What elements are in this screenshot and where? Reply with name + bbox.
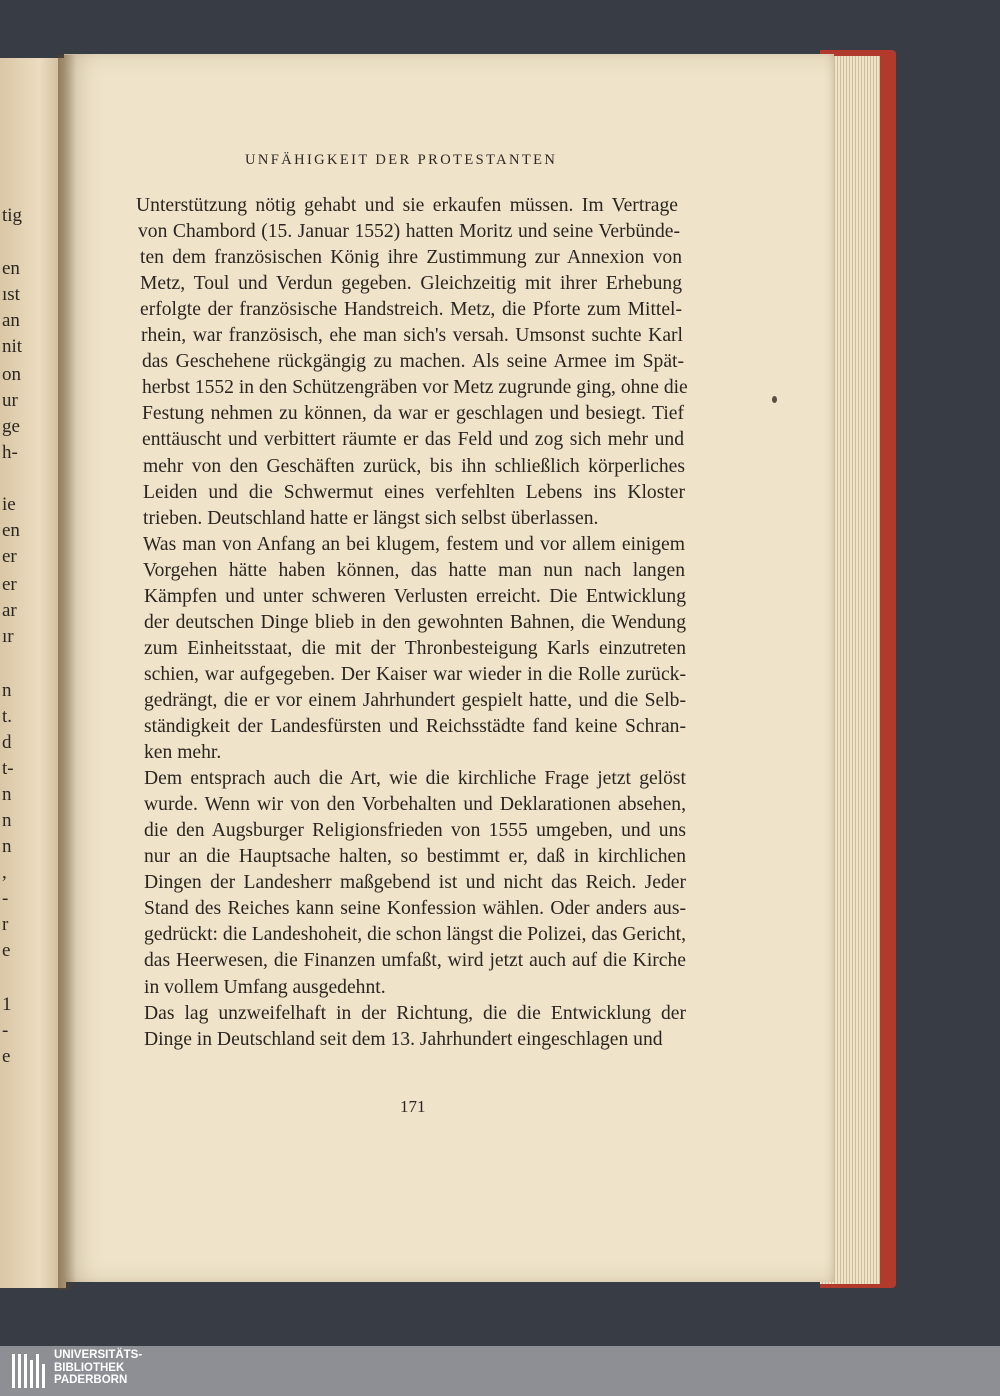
left-page-fragment: e — [2, 1046, 11, 1067]
text-line: herbst 1552 in den Schützengräben vor Metz zugrunde ging, ohne die — [142, 377, 688, 399]
left-page-fragment: t. — [2, 706, 13, 727]
left-page-fragment: n — [2, 836, 12, 857]
text-line: Dingen der Landesherr maßgebend ist und nicht das Reich. Jeder — [144, 872, 686, 894]
text-line: Festung nehmen zu können, da war er geschlagen und besiegt. Tief — [142, 403, 684, 425]
running-head: UNFÄHIGKEIT DER PROTESTANTEN — [245, 152, 558, 168]
left-page-fragment: t- — [2, 758, 14, 779]
text-line: gedrängt, die er vor einem Jahrhundert gespielt hatte, und die Selb- — [144, 689, 686, 711]
left-page-fragment: ie — [2, 494, 16, 515]
left-page-fragment: h- — [2, 442, 18, 463]
left-page-fragment: - — [2, 1020, 9, 1041]
left-page-fragment: e — [2, 940, 11, 961]
text-line: der deutschen Dinge blieb in den gewohnten Bahnen, die Wendung — [144, 611, 686, 633]
text-line: das Heerwesen, die Finanzen umfaßt, wird jetzt auch auf die Kirche — [144, 950, 686, 972]
text-line: das Geschehene rückgängig zu machen. Als seine Armee im Spät- — [142, 351, 684, 373]
text-line: erfolgte der französische Handstreich. Metz, die Pforte zum Mittel- — [140, 299, 682, 321]
logo-line-1: UNIVERSITÄTS- — [54, 1349, 143, 1361]
text-line: nur an die Hauptsache halten, so bestimmt er, daß in kirchlichen — [144, 846, 686, 868]
left-page-fragment: an — [2, 310, 20, 331]
text-line: Unterstützung nötig gehabt und sie erkaufen müssen. Im Vertrage — [136, 195, 678, 216]
text-line: gedrückt: die Landeshoheit, die schon längst die Polizei, das Gericht, — [144, 924, 686, 946]
library-logo-text — [54, 1349, 142, 1387]
text-line: ken mehr. — [144, 742, 222, 764]
left-page-fragment: ıst — [2, 284, 20, 305]
text-line: Kämpfen und unter schweren Verlusten erreicht. Die Entwicklung — [144, 585, 686, 607]
logo-line-2: BIBLIOTHEK — [54, 1361, 125, 1374]
left-page-fragment: , — [2, 862, 7, 883]
text-line: Stand des Reiches kann seine Konfession wählen. Oder anders aus- — [144, 898, 686, 920]
left-page-fragment: en — [2, 258, 20, 279]
paper-speck — [772, 396, 777, 403]
page-number: 171 — [400, 1097, 426, 1116]
left-page-fragment: n — [2, 680, 12, 701]
text-line: die den Augsburger Religionsfrieden von 1555 umgeben, und uns — [144, 820, 686, 842]
left-page-fragment: nit — [2, 336, 23, 357]
text-line: von Chambord (15. Januar 1552) hatten Moritz und seine Verbünde- — [138, 221, 680, 243]
left-page-fragment: ır — [2, 626, 14, 647]
footer-bar — [0, 1346, 1000, 1396]
library-logo-icon — [10, 1350, 50, 1392]
text-line: Das lag unzweifelhaft in der Richtung, die die Entwicklung der — [144, 1002, 686, 1024]
text-line: Leiden und die Schwermut eines verfehlten Lebens ins Kloster — [143, 481, 685, 503]
left-page-fragment: en — [2, 520, 20, 541]
text-line: wurde. Wenn wir von den Vorbehalten und Deklarationen absehen, — [144, 794, 686, 816]
left-page-fragment: tig — [2, 205, 23, 226]
text-line: mehr von den Geschäften zurück, bis ihn schließlich körperliches — [143, 455, 685, 477]
left-page-fragment: - — [2, 888, 9, 909]
left-page-fragment: 1 — [2, 994, 12, 1015]
left-page-fragment: er — [2, 546, 17, 567]
text-line: rhein, war französisch, ehe man sich's versah. Umsonst suchte Karl — [141, 325, 683, 347]
left-page-fragment: on — [2, 364, 21, 385]
text-line: in vollem Umfang ausgedehnt. — [144, 976, 386, 998]
book-gutter — [58, 55, 76, 1290]
logo-line-3: PADERBORN — [54, 1374, 128, 1386]
left-page-fragment: d — [2, 732, 12, 753]
left-page-fragment: ar — [2, 600, 17, 621]
text-line: trieben. Deutschland hatte er längst sich selbst überlassen. — [143, 507, 599, 529]
left-page-fragment: n — [2, 784, 12, 805]
left-page-fragment: ur — [2, 390, 18, 411]
text-line: ten dem französischen König ihre Zustimmung zur Annexion von — [140, 247, 682, 269]
text-line: Dinge in Deutschland seit dem 13. Jahrhundert eingeschlagen und — [144, 1028, 663, 1050]
text-line: Metz, Toul und Verdun gegeben. Gleichzeitig mit ihrer Erhebung — [140, 273, 682, 295]
left-page-fragment: er — [2, 574, 17, 595]
text-line: Was man von Anfang an bei klugem, festem und vor allem einigem — [143, 533, 685, 555]
text-line: ständigkeit der Landesfürsten und Reichsstädte fand keine Schran- — [144, 716, 686, 737]
left-page-fragment: ge — [2, 416, 20, 437]
text-line: schien, war aufgegeben. Der Kaiser war wieder in die Rolle zurück- — [144, 663, 686, 685]
left-page — [0, 58, 66, 1288]
text-line: Vorgehen hätte haben können, das hatte man nun nach langen — [143, 559, 685, 581]
left-page-fragment: n — [2, 810, 12, 831]
text-line: enttäuscht und verbittert räumte er das Feld und zog sich mehr und — [142, 429, 684, 451]
text-line: Dem entsprach auch die Art, wie die kirchliche Frage jetzt gelöst — [144, 768, 686, 790]
left-page-fragment: r — [2, 914, 9, 935]
text-line: zum Einheitsstaat, die mit der Thronbesteigung Karls einzutreten — [144, 637, 686, 659]
